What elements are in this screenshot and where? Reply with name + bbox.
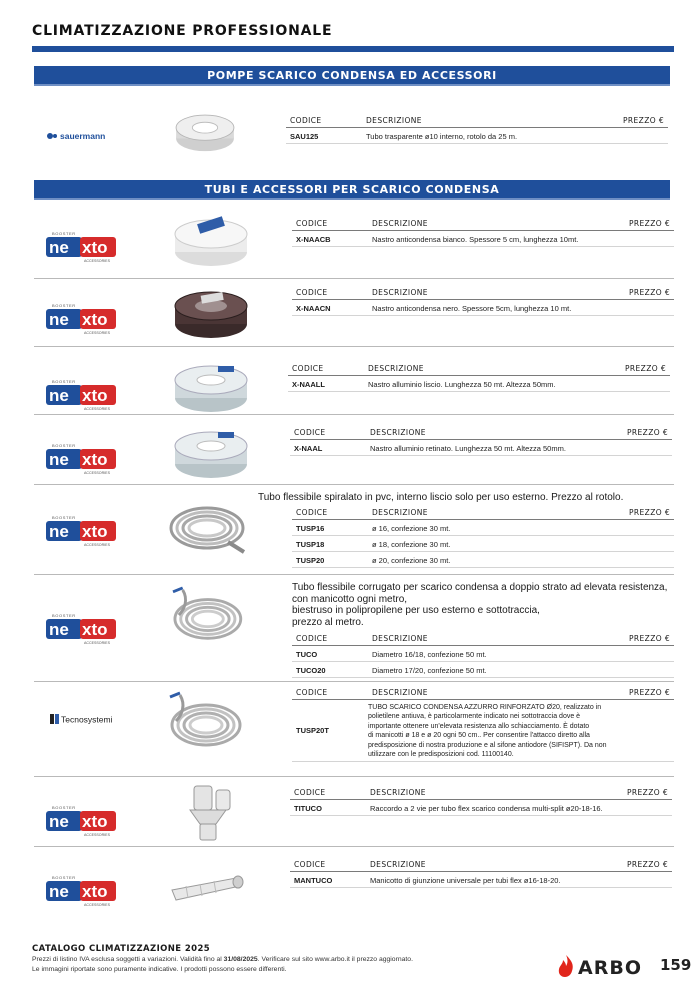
table-row — [286, 128, 668, 144]
intro-line: con manicotto ogni metro, — [292, 593, 408, 605]
product-description: Manicotto di giunzione universale per tubi flex ø16-18-20. — [370, 876, 561, 885]
row-divider — [34, 846, 674, 847]
product-code: TUSP16 — [296, 524, 325, 533]
col-code: CODICE — [296, 219, 328, 228]
col-description: DESCRIZIONE — [372, 688, 428, 697]
nexto-logo-icon — [44, 512, 120, 548]
page-title: CLIMATIZZAZIONE PROFESSIONALE — [32, 23, 333, 39]
col-description: DESCRIZIONE — [372, 634, 428, 643]
product-table-tituco — [290, 786, 672, 816]
arbo-logo — [556, 953, 656, 979]
row-divider — [34, 414, 674, 415]
row-divider — [34, 346, 674, 347]
description-line: polietilene antiuva, è particolarmente indicato nei sottotraccia dove è — [368, 713, 581, 721]
table-row — [290, 800, 672, 816]
product-description: ø 18, confezione 30 mt. — [372, 540, 451, 549]
product-code: X-NAAL — [294, 444, 323, 453]
product-image-black-tape — [168, 284, 254, 346]
nexto-logo-icon — [44, 872, 120, 908]
tecnosystemi-logo — [50, 712, 130, 724]
col-code: CODICE — [296, 288, 328, 297]
col-description: DESCRIZIONE — [366, 116, 422, 125]
row-divider — [34, 574, 674, 575]
brand-text: sauermann — [60, 131, 106, 141]
col-price: PREZZO € — [622, 116, 664, 125]
product-description: Diametro 16/18, confezione 50 mt. — [372, 650, 487, 659]
product-description: Nastro anticondensa nero. Spessore 5cm, lunghezza 10 mt. — [372, 304, 572, 313]
col-code: CODICE — [296, 688, 328, 697]
row-divider — [34, 278, 674, 279]
product-image-corrugated-hose — [160, 586, 246, 646]
col-code: CODICE — [294, 860, 326, 869]
table-header — [288, 362, 670, 376]
col-price: PREZZO € — [628, 288, 670, 297]
sauermann-logo — [42, 126, 122, 146]
nexto-logo-icon — [44, 300, 120, 336]
row-divider — [34, 484, 674, 485]
table-row — [292, 700, 674, 762]
footer-catalog-title: CATALOGO CLIMATIZZAZIONE 2025 — [32, 944, 211, 954]
col-price: PREZZO € — [628, 634, 670, 643]
sauermann-icon — [42, 126, 122, 146]
product-description: Tubo trasparente ø10 interno, rotolo da 25 m. — [366, 132, 518, 141]
product-description: ø 20, confezione 30 mt. — [372, 556, 451, 565]
product-description — [368, 703, 607, 759]
arbo-flame-icon — [556, 953, 656, 979]
product-code: TUSP18 — [296, 540, 325, 549]
table-row — [292, 300, 674, 316]
product-description: Raccordo a 2 vie per tubo flex scarico condensa multi-split ø20-18-16. — [370, 804, 603, 813]
product-table-sau — [286, 114, 668, 144]
logo-text: ARBO — [578, 957, 642, 979]
product-intro: Tubo flessibile spiralato in pvc, interno liscio solo per uso esterno. Prezzo al rotolo. — [258, 492, 624, 503]
product-image-alu-mesh-tape — [168, 424, 254, 486]
product-table-tusp — [292, 506, 674, 568]
col-description: DESCRIZIONE — [370, 860, 426, 869]
product-code: MANTUCO — [294, 876, 333, 885]
product-image-spiral-hose — [164, 496, 250, 558]
section-header-pumps: POMPE SCARICO CONDENSA ED ACCESSORI — [34, 66, 670, 86]
product-code: TUSP20 — [296, 556, 325, 565]
table-header — [290, 786, 672, 800]
description-line: utilizzare con le predisposizioni cod. 11100140. — [368, 751, 514, 759]
table-row — [292, 552, 674, 568]
table-row — [292, 231, 674, 247]
col-description: DESCRIZIONE — [372, 219, 428, 228]
product-code: X-NAALL — [292, 380, 325, 389]
product-table-naacb — [292, 217, 674, 247]
page-number: 159 — [660, 956, 692, 974]
product-table-tuco — [292, 632, 674, 678]
nexto-logo-icon — [44, 376, 120, 412]
product-code: X-NAACB — [296, 235, 331, 244]
product-code: TITUCO — [294, 804, 322, 813]
table-header — [290, 858, 672, 872]
nexto-logo-icon — [44, 228, 120, 264]
product-description: Nastro alluminio retinato. Lunghezza 50 mt. Altezza 50mm. — [370, 444, 566, 453]
product-table-mantuco — [290, 858, 672, 888]
product-code: X-NAACN — [296, 304, 331, 313]
table-header — [292, 217, 674, 231]
description-line: di manicotti ø 18 e ø 20 ogni 50 cm.. Per consentire l'attacco diretto alla — [368, 732, 590, 740]
product-table-naall — [288, 362, 670, 392]
col-code: CODICE — [296, 508, 328, 517]
product-image-white-tape — [168, 212, 254, 274]
row-divider — [34, 681, 674, 682]
col-code: CODICE — [294, 788, 326, 797]
table-header — [292, 686, 674, 700]
col-price: PREZZO € — [628, 688, 670, 697]
table-header — [292, 286, 674, 300]
table-header — [286, 114, 668, 128]
col-description: DESCRIZIONE — [368, 364, 424, 373]
product-description: Diametro 17/20, confezione 50 mt. — [372, 666, 487, 675]
product-code: TUSP20T — [296, 726, 329, 735]
product-image-coupler — [166, 864, 252, 926]
col-price: PREZZO € — [628, 219, 670, 228]
description-line: importante ottenere un'elevata resistenza allo schiacciamento. È dotato — [368, 722, 590, 730]
product-image-y-fitting — [164, 782, 250, 844]
description-line: TUBO SCARICO CONDENSA AZZURRO RINFORZATO Ø20, realizzato in — [368, 704, 602, 711]
col-description: DESCRIZIONE — [372, 288, 428, 297]
product-table-naacn — [292, 286, 674, 316]
col-code: CODICE — [292, 364, 324, 373]
product-code: TUCO20 — [296, 666, 326, 675]
table-row — [292, 646, 674, 662]
col-price: PREZZO € — [626, 428, 668, 437]
section-header-tubes: TUBI E ACCESSORI PER SCARICO CONDENSA — [34, 180, 670, 200]
col-code: CODICE — [296, 634, 328, 643]
product-image-alu-tape — [168, 358, 254, 420]
table-row — [290, 440, 672, 456]
product-image-tube-roll — [162, 106, 248, 162]
product-intro — [292, 582, 667, 628]
table-row — [292, 662, 674, 678]
col-price: PREZZO € — [624, 364, 666, 373]
intro-line: Tubo flessibile corrugato per scarico condensa a doppio strato ad elevata resistenza, — [292, 582, 668, 593]
row-divider — [34, 776, 674, 777]
tecnosystemi-icon — [50, 713, 130, 725]
col-code: CODICE — [290, 116, 322, 125]
nexto-logo-icon — [44, 802, 120, 838]
brand-text: Tecnosystemi — [61, 714, 113, 725]
table-row — [292, 536, 674, 552]
product-description: Nastro anticondensa bianco. Spessore 5 cm, lunghezza 10mt. — [372, 235, 579, 244]
table-row — [290, 872, 672, 888]
col-price: PREZZO € — [626, 860, 668, 869]
table-row — [292, 520, 674, 536]
col-description: DESCRIZIONE — [372, 508, 428, 517]
table-header — [290, 426, 672, 440]
nexto-logo-icon — [44, 440, 120, 476]
table-header — [292, 632, 674, 646]
footer-price-note — [32, 956, 413, 963]
intro-line: prezzo al metro. — [292, 616, 364, 628]
table-row — [288, 376, 670, 392]
col-price: PREZZO € — [628, 508, 670, 517]
product-image-blue-hose — [158, 688, 244, 756]
col-code: CODICE — [294, 428, 326, 437]
product-table-tusp20t — [292, 686, 674, 762]
footer-image-note: Le immagini riportate sono puramente indicative. I prodotti possono essere differenti. — [32, 966, 287, 973]
description-line: predisposizione di nostra produzione e al sifone antiodore (SIFISPT). Da non — [368, 741, 607, 749]
col-price: PREZZO € — [626, 788, 668, 797]
footer-text: . Verificare sul sito www.arbo.it il prezzo aggiornato. — [257, 956, 413, 963]
nexto-logo-icon — [44, 610, 120, 646]
col-description: DESCRIZIONE — [370, 428, 426, 437]
title-rule — [32, 46, 674, 52]
intro-line: biestruso in polipropilene per uso esterno e sottotraccia, — [292, 605, 540, 616]
col-description: DESCRIZIONE — [370, 788, 426, 797]
footer-text: Prezzi di listino IVA esclusa soggetti a variazioni. Validità fino al — [32, 956, 224, 963]
product-code: TUCO — [296, 650, 318, 659]
product-description: ø 16, confezione 30 mt. — [372, 524, 451, 533]
footer-date: 31/08/2025 — [223, 956, 258, 963]
product-table-naal — [290, 426, 672, 456]
table-header — [292, 506, 674, 520]
product-description: Nastro alluminio liscio. Lunghezza 50 mt. Altezza 50mm. — [368, 380, 556, 389]
product-code: SAU125 — [290, 132, 319, 141]
